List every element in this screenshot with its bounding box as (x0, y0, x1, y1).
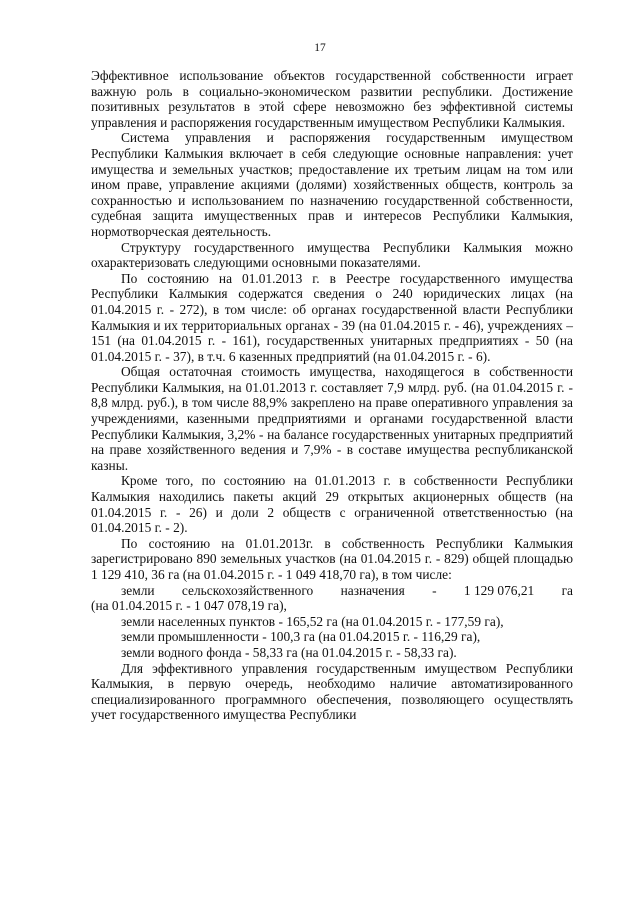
paragraph-final: Для эффективного управления государственным имуществом Республики Калмыкия, в первую очередь, необходимо наличие автоматизированного специализированного программного обеспечения, позволяющего осуществлять учет государственного имущества Республики (91, 660, 573, 723)
land-agri-word-3: назначения (340, 582, 405, 598)
land-water: земли водного фонда - 58,33 га (на 01.04.2015 г. - 58,33 га). (121, 644, 457, 660)
land-agri-row (91, 583, 573, 599)
land-industry: земли промышленности - 100,3 га (на 01.04.2015 г. - 116,29 га), (121, 629, 481, 645)
land-settlements: земли населенных пунктов - 165,52 га (на 01.04.2015 г. - 177,59 га), (121, 613, 504, 629)
land-agri-word-2: сельскохозяйственного (181, 582, 314, 598)
paragraph-5: Общая остаточная стоимость имущества, находящегося в собственности Республики Калмыкия, на 01.01.2013 г. составляет 7,9 млрд. руб. (на 01.04.2015 г. - 8,8 млрд. руб.), в том числе 88,9% закреплено на праве оперативного управления за учреждениями, казенными предприятиями и органами государственной власти Республики Калмыкия, 3,2% - на балансе государственных унитарных предприятий на праве хозяйственного ведения и 7,9% - в составе имущества республиканской казны. (91, 364, 573, 473)
paragraph-6: Кроме того, по состоянию на 01.01.2013 г. в собственности Республики Калмыкия находились пакеты акций 29 открытых акционерных обществ (на 01.04.2015 г. - 26) и доли 2 обществ с ограниченной ответственностью (на 01.04.2015 г. - 2). (91, 473, 573, 536)
land-agri-dash: - (432, 582, 437, 598)
document-body (91, 68, 573, 723)
paragraph-4: По состоянию на 01.01.2013 г. в Реестре государственного имущества Республики Калмыкия содержатся сведения о 240 юридических лицах (на 01.04.2015 г. - 272), в том числе: об органах государственной власти Республики Калмыкия и их территориальных органах - 39 (на 01.04.2015 г. - 46), учреждениях – 151 (на 01.04.2015 г. - 161), государственных унитарных предприятиях - 50 (на 01.04.2015 г. - 37), в т.ч. 6 казенных предприятий (на 01.04.2015 г. - 6). (91, 270, 573, 364)
paragraph-1: Эффективное использование объектов государственной собственности играет важную роль в социально-экономическом развитии республики. Достижение позитивных результатов в этой сфере невозможно без эффективной системы управления и распоряжения государственным имуществом Республики Калмыкия. (91, 68, 573, 130)
page-number: 17 (314, 42, 326, 54)
land-agri-continuation: (на 01.04.2015 г. - 1 047 078,19 га), (91, 598, 287, 614)
land-agri-word-1: земли (121, 582, 155, 598)
paragraph-2: Система управления и распоряжения государственным имуществом Республики Калмыкия включает в себя следующие основные направления: учет имущества и земельных участков; предоставление их третьим лицам на том или ином праве, управление акциями (долями) хозяйственных обществ, контроль за сохранностью и использованием по назначению государственной собственности, судебная защита имущественных прав и интересов Республики Калмыкия, нормотворческая деятельность. (91, 130, 573, 239)
land-agri-unit: га (561, 582, 573, 598)
land-agri-value: 1 129 076,21 (463, 582, 535, 598)
paragraph-7: По состоянию на 01.01.2013г. в собственность Республики Калмыкия зарегистрировано 890 земельных участков (на 01.04.2015 г. - 829) общей площадью 1 129 410, 36 га (на 01.04.2015 г. - 1 049 418,70 га), в том числе: (91, 535, 573, 582)
paragraph-3: Структуру государственного имущества Республики Калмыкия можно охарактеризовать следующими основными показателями. (91, 239, 573, 271)
